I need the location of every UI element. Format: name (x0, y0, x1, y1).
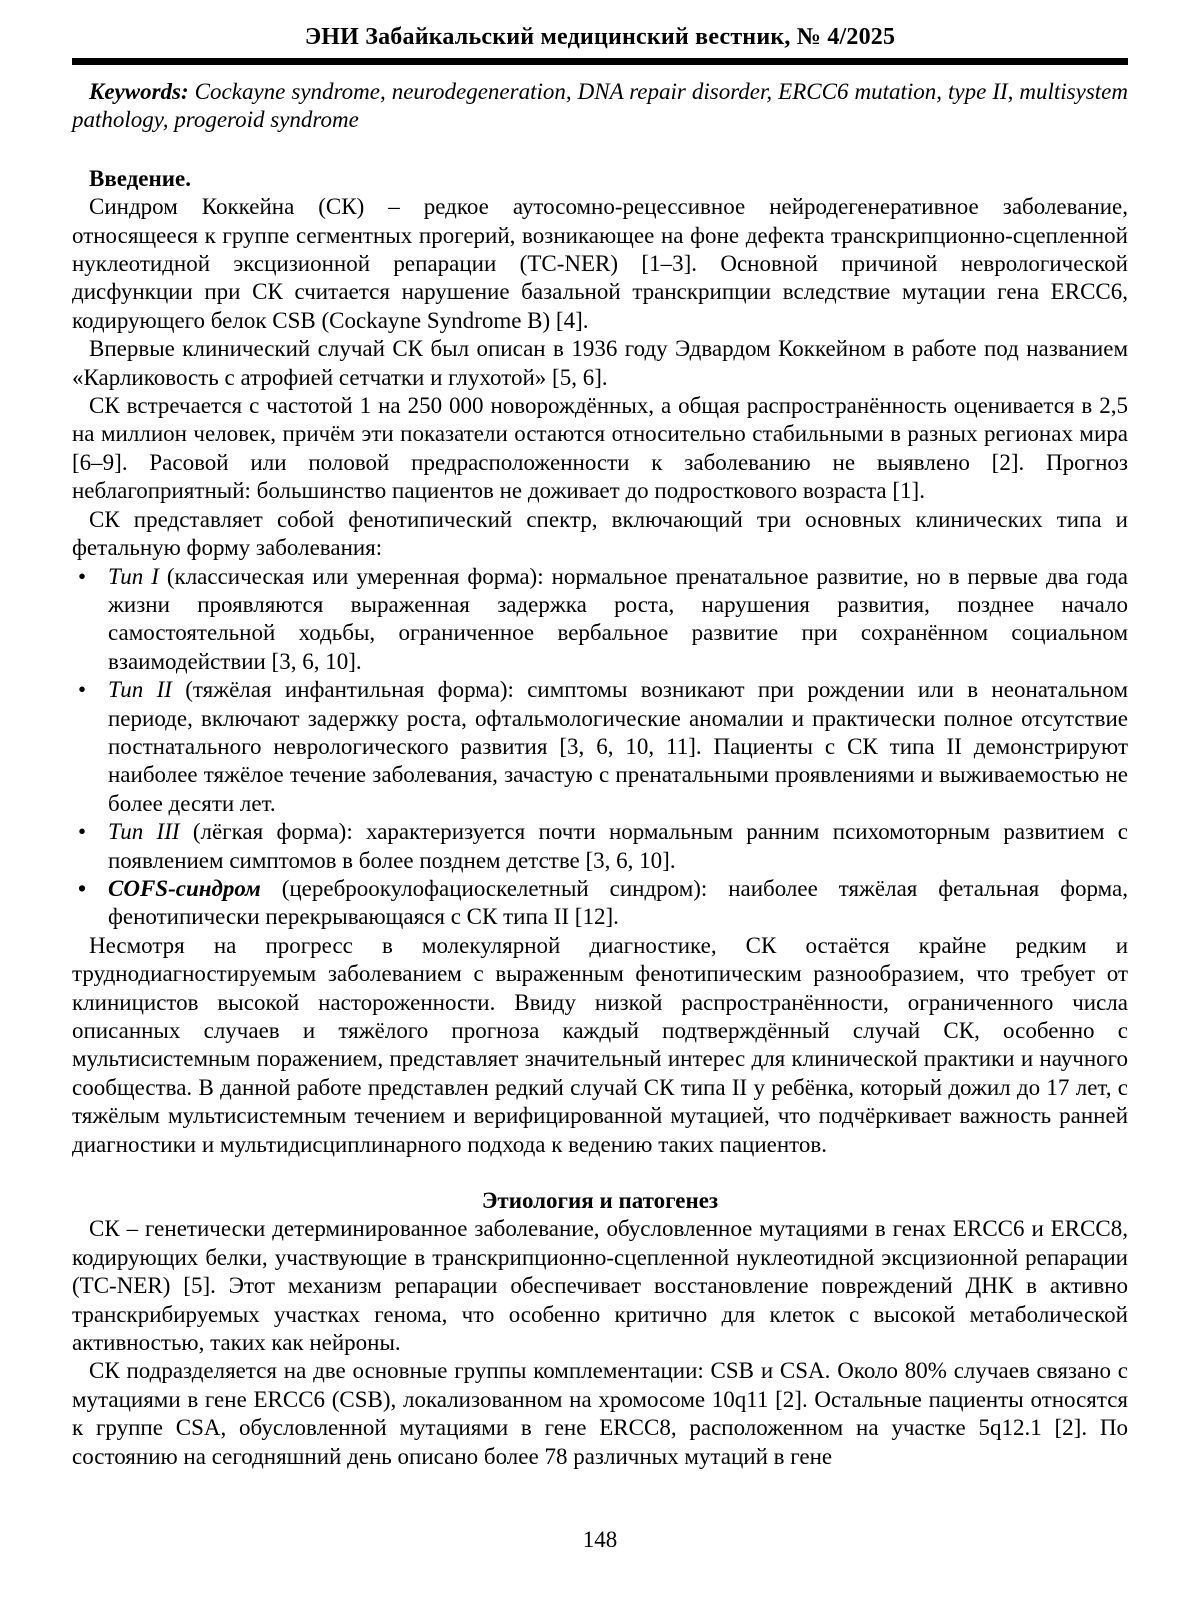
bullet-icon: • (78, 875, 87, 901)
cofs-lead: COFS-синдром (108, 875, 261, 901)
introduction-heading: Введение. (89, 165, 191, 191)
keywords-label: Keywords: (89, 79, 189, 104)
type-2-lead: Тип II (108, 677, 172, 703)
type-3-lead: Тип III (108, 819, 180, 845)
list-item-cofs (72, 875, 1128, 932)
bullet-icon: • (78, 563, 87, 589)
keywords-text: Cockayne syndrome, neurodegeneration, DNA repair disorder, ERCC6 mutation, type II, multisystem pathology, progeroid syndrome (72, 79, 1128, 133)
type-1-lead: Тип I (108, 563, 159, 589)
intro-paragraph-3: СК встречается с частотой 1 на 250 000 новорождённых, а общая распространённость оценивается в 2,5 на миллион человек, причём эти показатели остаются относительно стабильными в разных регионах мира [6–9]. Расовой или половой предрасположенности к заболеванию не выявлено [2]. Прогноз неблагоприятный: большинство пациентов не доживает до подросткового возраста [1]. (72, 393, 1128, 504)
journal-header: ЭНИ Забайкальский медицинский вестник, № 4/2025 (304, 24, 896, 50)
header-rule (72, 58, 1128, 65)
etiology-heading: Этиология и патогенез (481, 1188, 719, 1214)
list-item-type-3 (72, 818, 1128, 875)
list-item-type-1 (72, 563, 1128, 677)
intro-paragraph-5: Несмотря на прогресс в молекулярной диагностике, СК остаётся крайне редким и труднодиагностируемым заболеванием с выраженным фенотипическим разнообразием, что требует от клиницистов высокой настороженности. Ввиду низкой распространённости, ограниченного числа описанных случаев и тяжёлого прогноза каждый подтверждённый случай СК, особенно с мультисистемным поражением, представляет значительный интерес для клинической практики и научного сообщества. В данной работе представлен редкий случай СК типа II у ребёнка, который дожил до 17 лет, с тяжёлым мультисистемным течением и верифицированной мутацией, что подчёркивает важность ранней диагностики и мультидисциплинарного подхода к ведению таких пациентов. (72, 932, 1128, 1157)
bullet-icon: • (78, 677, 87, 703)
intro-paragraph-4: СК представляет собой фенотипический спектр, включающий три основных клинических типа и фетальную форму заболевания: (72, 506, 1128, 561)
etiology-paragraph-1: СК – генетически детерминированное заболевание, обусловленное мутациями в генах ERCC6 и ERCC8, кодирующих белки, участвующие в транскрипционно-сцепленной нуклеотидной эксцизионной репарации (TC-NER) [5]. Этот механизм репарации обеспечивает восстановление повреждений ДНК в активно транскрибируемых участках генома, что особенно критично для клеток с высокой метаболической активностью, таких как нейроны. (72, 1216, 1128, 1356)
etiology-paragraph-2: СК подразделяется на две основные группы комплементации: CSB и CSA. Около 80% случаев связано с мутациями в гене ERCC6 (CSB), локализованном на хромосоме 10q11 [2]. Остальные пациенты относятся к группе CSA, обусловленной мутациями в гене ERCC8, расположенном на участке 5q12.1 [2]. По состоянию на сегодняшний день описано более 78 различных мутаций в гене (72, 1358, 1128, 1469)
page-number: 148 (582, 1527, 618, 1552)
type-1-text: (классическая или умеренная форма): нормальное пренатальное развитие, но в первые два года жизни проявляются выраженная задержка роста, нарушения развития, позднее начало самостоятельной ходьбы, ограниченное вербальное развитие при сохранённом социальном взаимодействии [3, 6, 10]. (108, 563, 1128, 674)
intro-paragraph-2: Впервые клинический случай СК был описан в 1936 году Эдвардом Коккейном в работе под названием «Карликовость с атрофией сетчатки и глухотой» [5, 6]. (72, 336, 1128, 390)
clinical-types-list (72, 563, 1128, 932)
intro-paragraph-1: Синдром Коккейна (СК) – редкое аутосомно-рецессивное нейродегенеративное заболевание, относящееся к группе сегментных прогерий, возникающее на фоне дефекта транскрипционно-сцепленной нуклеотидной эксцизионной репарации (TC-NER) [1–3]. Основной причиной неврологической дисфункции при СК считается нарушение базальной транскрипции вследствие мутации гена ERCC6, кодирующего белок CSB (Cockayne Syndrome B) [4]. (72, 194, 1128, 333)
type-2-text: (тяжёлая инфантильная форма): симптомы возникают при рождении или в неонатальном периоде, включают задержку роста, офтальмологические аномалии и практически полное отсутствие постнатального неврологического развития [3, 6, 10, 11]. Пациенты с СК типа II демонстрируют наиболее тяжёлое течение заболевания, зачастую с пренатальными проявлениями и выживаемостью не более десяти лет. (108, 677, 1129, 816)
type-3-text: (лёгкая форма): характеризуется почти нормальным ранним психомоторным развитием с появлением симптомов в более позднем детстве [3, 6, 10]. (108, 819, 1129, 873)
bullet-icon: • (78, 819, 87, 845)
cofs-text: (цереброокулофациоскелетный синдром): наиболее тяжёлая фетальная форма, фенотипически перекрывающаяся с СК типа II [12]. (108, 875, 1128, 930)
list-item-type-2 (72, 676, 1128, 818)
keywords-paragraph (72, 78, 1128, 135)
